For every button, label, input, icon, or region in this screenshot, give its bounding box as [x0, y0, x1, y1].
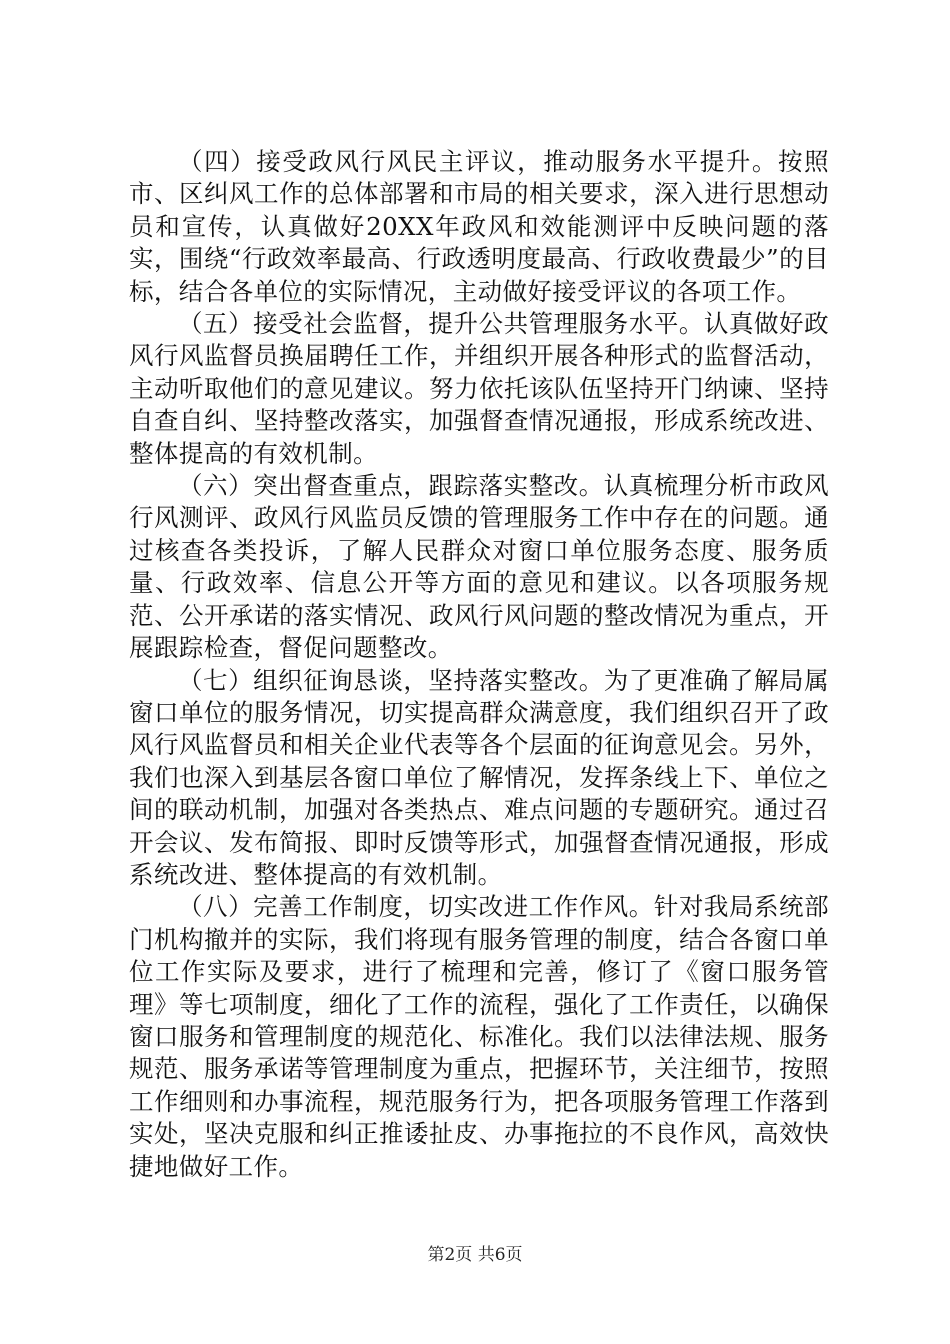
- paragraph-5: （五）接受社会监督，提升公共管理服务水平。认真做好政风行风监督员换届聘任工作，并组织开展各种形式的监督活动，主动听取他们的意见建议。努力依托该队伍坚持开门纳谏、坚持自查自纠、坚持整改落实，加强督查情况通报，形成系统改进、整体提高的有效机制。: [129, 309, 829, 468]
- paragraph-8: （八）完善工作制度，切实改进工作作风。针对我局系统部门机构撤并的实际，我们将现有服务管理的制度，结合各窗口单位工作实际及要求，进行了梳理和完善，修订了《窗口服务管理》等七项制度，细化了工作的流程，强化了工作责任，以确保窗口服务和管理制度的规范化、标准化。我们以法律法规、服务规范、服务承诺等管理制度为重点，把握环节，关注细节，按照工作细则和办事流程，规范服务行为，把各项服务管理工作落到实处，坚决克服和纠正推诿扯皮、办事拖拉的不良作风，高效快捷地做好工作。: [129, 892, 829, 1181]
- page-number: 第2页 共6页: [427, 1245, 523, 1265]
- paragraph-6: （六）突出督查重点，跟踪落实整改。认真梳理分析市政风行风测评、政风行风监员反馈的管理服务工作中存在的问题。通过核查各类投诉，了解人民群众对窗口单位服务态度、服务质量、行政效率、信息公开等方面的意见和建议。以各项服务规范、公开承诺的落实情况、政风行风问题的整改情况为重点，开展跟踪检查，督促问题整改。: [129, 471, 829, 663]
- paragraph-4: （四）接受政风行风民主评议，推动服务水平提升。按照市、区纠风工作的总体部署和市局的相关要求，深入进行思想动员和宣传，认真做好20XX年政风和效能测评中反映问题的落实，围绕“行政效率最高、行政透明度最高、行政收费最少”的目标，结合各单位的实际情况，主动做好接受评议的各项工作。: [129, 147, 829, 306]
- paragraph-7: （七）组织征询恳谈，坚持落实整改。为了更准确了解局属窗口单位的服务情况，切实提高群众满意度，我们组织召开了政风行风监督员和相关企业代表等各个层面的征询意见会。另外，我们也深入到基层各窗口单位了解情况，发挥条线上下、单位之间的联动机制，加强对各类热点、难点问题的专题研究。通过召开会议、发布简报、即时反馈等形式，加强督查情况通报，形成系统改进、整体提高的有效机制。: [129, 665, 829, 889]
- document-body: [129, 146, 829, 1183]
